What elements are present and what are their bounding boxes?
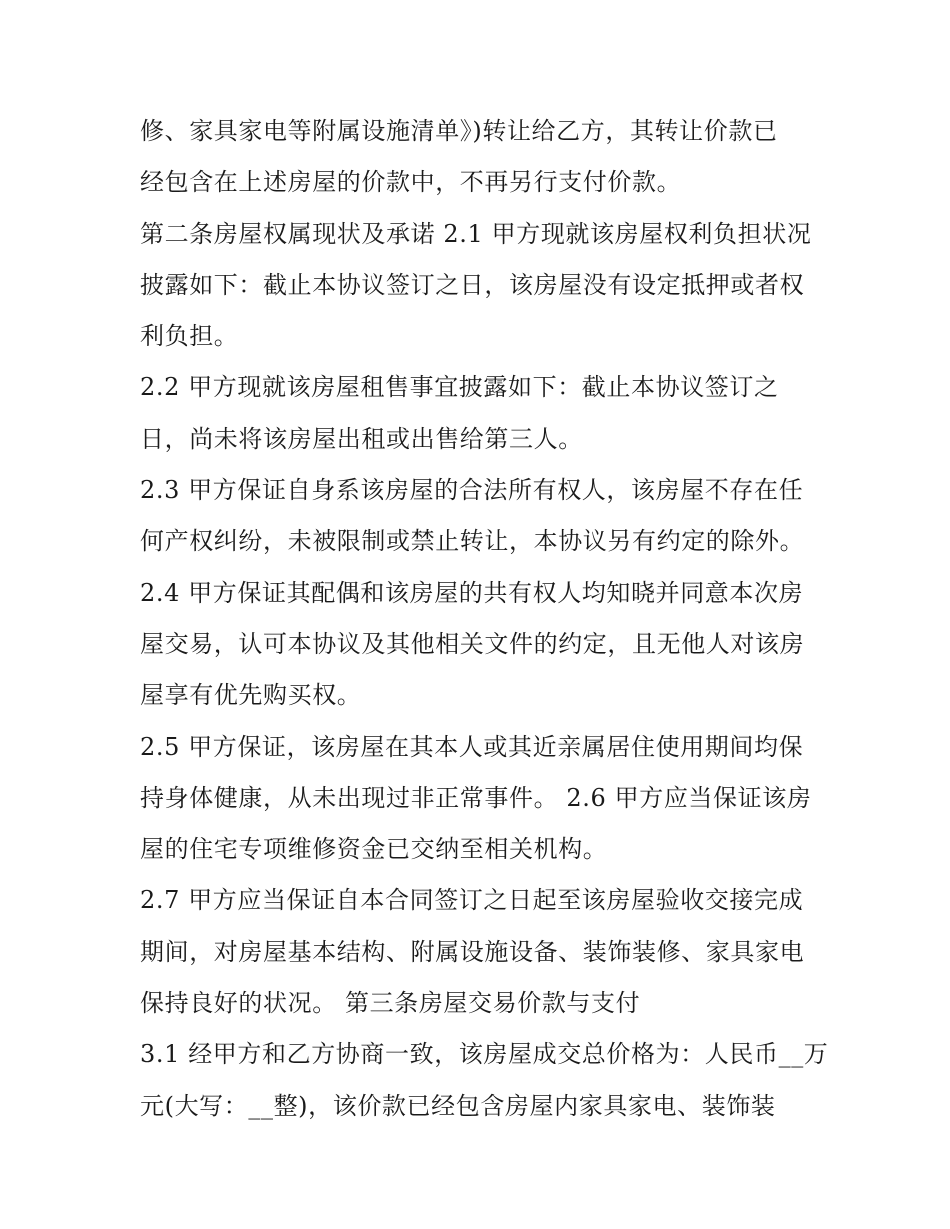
text-line: 2.4 甲方保证其配偶和该房屋的共有权人均知晓并同意本次房 — [140, 578, 804, 607]
text-line: 保持良好的状况。 第三条房屋交易价款与支付 — [140, 989, 641, 1018]
text-line: 利负担。 — [140, 322, 239, 351]
text-line: 元(大写：__整)，该价款已经包含房屋内家具家电、装饰装 — [140, 1091, 776, 1120]
text-line: 屋享有优先购买权。 — [140, 681, 362, 710]
text-line: 何产权纠纷，未被限制或禁止转让，本协议另有约定的除外。 — [140, 527, 805, 556]
text-line: 2.5 甲方保证，该房屋在其本人或其近亲属居住使用期间均保 — [140, 732, 804, 761]
text-line: 第二条房屋权属现状及承诺 2.1 甲方现就该房屋权利负担状况 — [140, 219, 812, 248]
text-line: 经包含在上述房屋的价款中，不再另行支付价款。 — [140, 168, 682, 197]
text-line: 屋的住宅专项维修资金已交纳至相关机构。 — [140, 835, 608, 864]
text-line: 3.1 经甲方和乙方协商一致，该房屋成交总价格为：人民币__万 — [140, 1040, 829, 1069]
text-line: 2.2 甲方现就该房屋租售事宜披露如下：截止本协议签订之 — [140, 373, 779, 402]
text-line: 屋交易，认可本协议及其他相关文件的约定，且无他人对该房 — [140, 629, 805, 658]
text-line: 披露如下：截止本协议签订之日，该房屋没有设定抵押或者权 — [140, 270, 805, 299]
text-line: 持身体健康，从未出现过非正常事件。 2.6 甲方应当保证该房 — [140, 783, 812, 812]
text-line: 期间，对房屋基本结构、附属设施设备、装饰装修、家具家电 — [140, 937, 805, 966]
text-line: 修、家具家电等附属设施清单》)转让给乙方，其转让价款已 — [140, 117, 778, 145]
text-line: 2.7 甲方应当保证自本合同签订之日起至该房屋验收交接完成 — [140, 886, 804, 915]
text-line: 2.3 甲方保证自身系该房屋的合法所有权人，该房屋不存在任 — [140, 476, 804, 505]
text-line: 日，尚未将该房屋出租或出售给第三人。 — [140, 424, 583, 453]
document-body — [140, 106, 830, 1132]
